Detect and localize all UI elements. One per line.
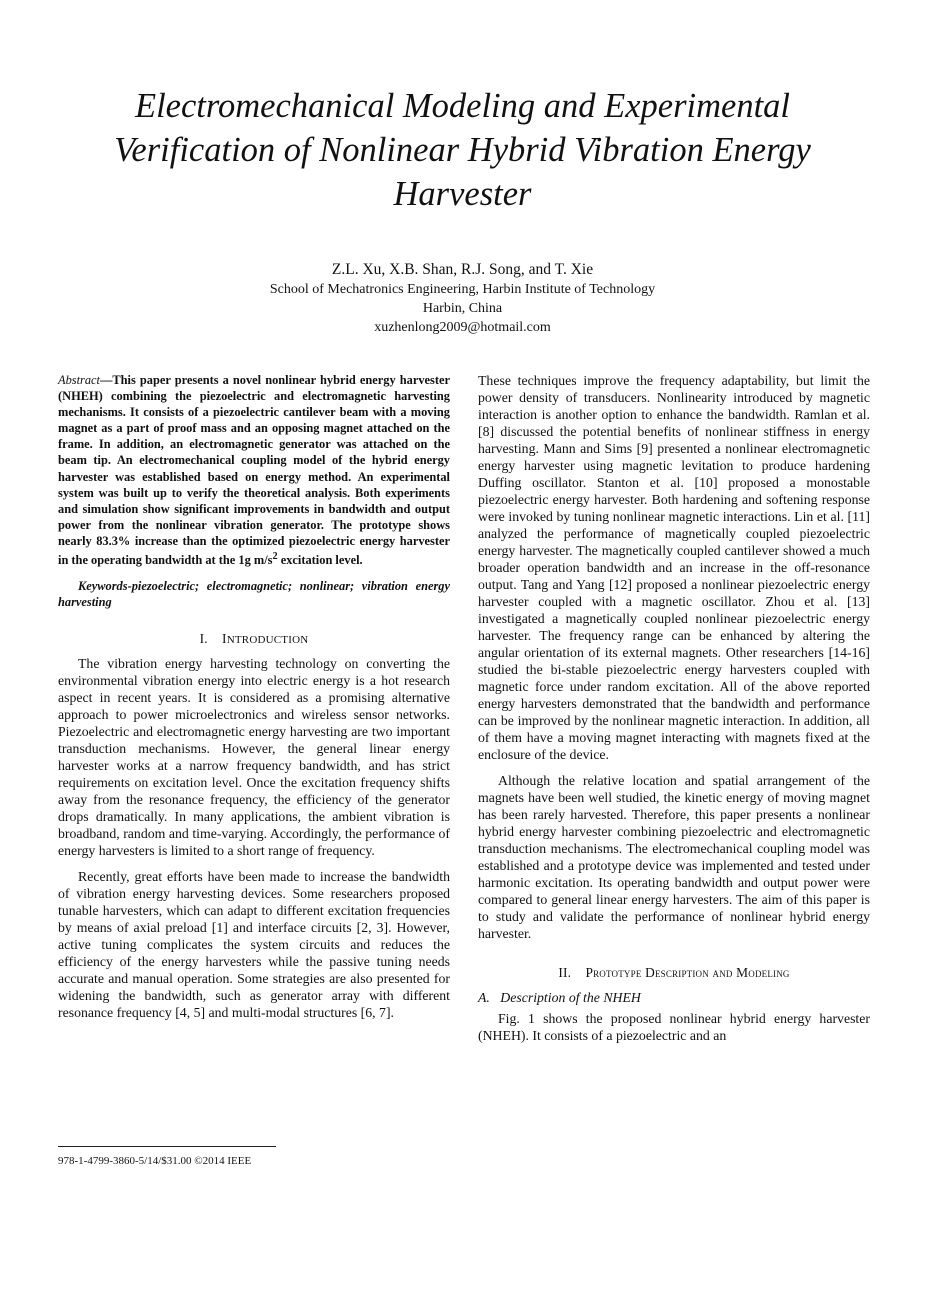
- paper-title: Electromechanical Modeling and Experimental Verification of Nonlinear Hybrid Vibration Energy Harvester: [114, 87, 811, 213]
- abstract-text-end: excitation level.: [277, 553, 363, 568]
- abstract: [58, 372, 450, 568]
- section-heading-prototype: [478, 964, 870, 981]
- paragraph: These techniques improve the frequency adaptability, but limit the power density of transducers. Nonlinearity introduced by magnetic interaction is another option to enhance the bandwidth. Ramlan et al. [8] discussed the potential benefits of nonlinear stiffness in energy harvesting. Mann and Sims [9] presented a nonlinear electromagnetic energy harvester using magnetic levitation to produce hardening Duffing oscillator. Stanton et al. [10] proposed a monostable piezoelectric energy harvester. Both hardening and softening response were invoked by tuning nonlinear magnetic interactions. Lin et al. [11] analyzed the performance of magnetically coupled piezoelectric energy harvester. The magnetically coupled cantilever showed a much broader operation bandwidth and an increase in the off-resonance output. Tang and Yang [12] proposed a nonlinear piezoelectric energy harvester coupled with a magnetic oscillator. Zhou et al. [13] investigated a magnetically coupled nonlinear piezoelectric energy harvester. The frequency range can be enhanced by altering the angular orientation of its external magnets. Other researchers [14-16] studied the bi-stable piezoelectric energy harvesters coupled with magnetic force under random excitation. All of the above reported energy harvesters demonstrated that the bandwidth and performance can be improved by the nonlinear magnetic interaction. In addition, all of them have a moving magnet interacting with magnets fixed at the enclosure of the device.: [478, 373, 870, 762]
- right-column: [478, 372, 870, 1044]
- section-first-letter: I: [222, 631, 227, 647]
- section-title-rest: NTRODUCTION: [226, 634, 309, 647]
- author-block: [160, 260, 765, 337]
- abstract-text: This paper presents a novel nonlinear hybrid energy harvester (NHEH) combining the piezoelectric and electromagnetic harvesting mechanisms. It consists of a piezoelectric cantilever beam with a moving magnet as a part of proof mass and an opposing magnet attached on the frame. In addition, an electromagnetic generator was attached on the beam tip. An electromechanical coupling model of the hybrid energy harvester was established based on energy method. An experimental system was built up to verify the theoretical analysis. Both experiments and simulation show significant improvements in bandwidth and output power from the nonlinear vibration generator. The prototype shows nearly 83.3% increase than the optimized piezoelectric energy harvester in the operating bandwidth at the 1g m/s: [58, 373, 450, 568]
- paragraph: The vibration energy harvesting technology on converting the environmental vibration energy into electric energy is a hot research aspect in recent years. It is considered as a promising alternative approach to power microelectronics and wireless sensor networks. Piezoelectric and electromagnetic energy harvesting are two important transduction mechanisms. However, the general linear energy harvester works at a narrow frequency bandwidth, and has strict requirements on excitation level. Once the excitation frequency shifts away from the resonance frequency, the efficiency of the generator drops dramatically. In many applications, the ambient vibration is broadband, random and time-varying. Accordingly, the performance of energy harvesters is limited to a short range of frequency.: [58, 656, 450, 859]
- copyright-footnote: 978-1-4799-3860-5/14/$31.00 ©2014 IEEE: [58, 1155, 252, 1167]
- affiliation: School of Mechatronics Engineering, Harbin Institute of Technology: [269, 282, 656, 297]
- author-names: Z.L. Xu, X.B. Shan, R.J. Song, and T. Xie: [331, 261, 594, 278]
- left-column: [58, 372, 450, 1021]
- subsection-label: A.: [478, 990, 490, 1005]
- location: Harbin, China: [422, 301, 503, 316]
- paragraph: Although the relative location and spatial arrangement of the magnets have been well studied, the kinetic energy of moving magnet has been rarely harvested. Therefore, this paper presents a nonlinear hybrid energy harvester combining piezoelectric and electromagnetic transduction mechanisms. The electromechanical coupling model was established and a prototype device was implemented and tested under harmonic excitation. Its operating bandwidth and output power were compared to general linear energy harvesters. The aim of this paper is to study and validate the performance of nonlinear hybrid energy harvester.: [478, 773, 870, 941]
- subsection-title: Description of the NHEH: [500, 990, 641, 1005]
- abstract-dash: —: [100, 373, 113, 387]
- section-number: II.: [558, 965, 572, 980]
- section-number: I.: [199, 631, 208, 647]
- footnote-rule: [58, 1146, 276, 1147]
- keywords-text: piezoelectric; electromagnetic; nonlinear; vibration energy harvesting: [58, 579, 450, 610]
- subsection-heading: [478, 989, 870, 1006]
- email: xuzhenlong2009@hotmail.com: [374, 320, 551, 335]
- section-heading-introduction: [58, 630, 450, 649]
- abstract-superscript: 2: [272, 551, 278, 563]
- paragraph: Recently, great efforts have been made to increase the bandwidth of vibration energy harvesting devices. Some researchers proposed tunable harvesters, which can adapt to different excitation frequencies by means of axial preload [1] and interface circuits [2, 3]. However, active tuning complicates the system circuits and reduces the efficiency of the energy harvesters while the passive tuning needs accurate and manual operation. Some strategies are also presented for widening the bandwidth, such as generator array with different resonance frequency [4, 5] and multi-modal structures [6, 7].: [58, 869, 450, 1021]
- section-title: Prototype Description and Modeling: [585, 965, 790, 980]
- keywords: [58, 578, 450, 610]
- keywords-label: Keywords-: [78, 579, 132, 594]
- abstract-label: Abstract: [58, 373, 100, 387]
- paragraph: Fig. 1 shows the proposed nonlinear hybrid energy harvester (NHEH). It consists of a piezoelectric and an: [478, 1011, 870, 1043]
